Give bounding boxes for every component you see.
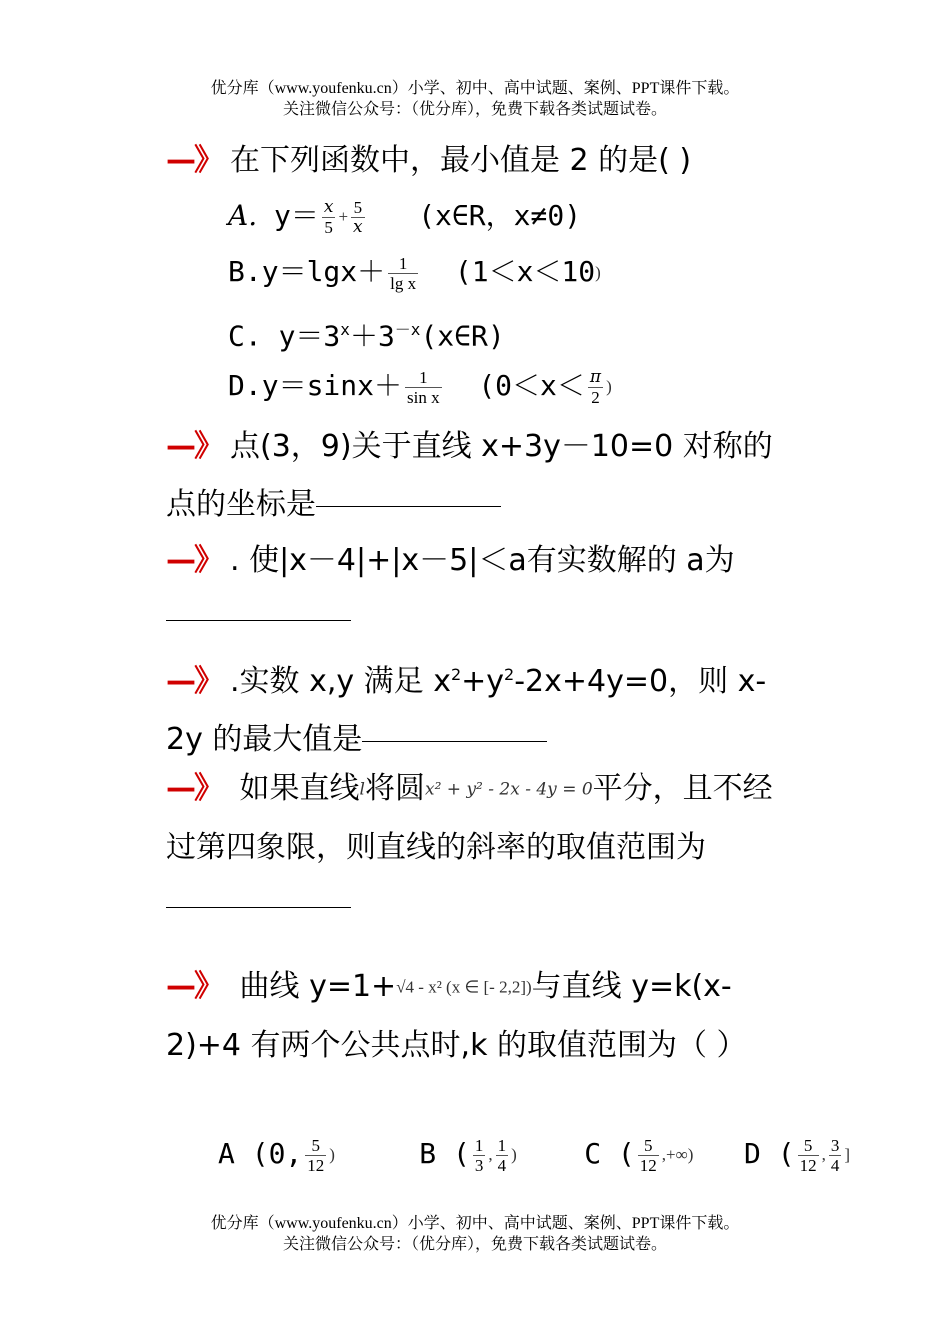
fraction: $\frac{1}{\text{sin x}}$ [407, 367, 440, 407]
fraction: $\frac{\pi}{2}$ [589, 366, 602, 407]
fraction: $\frac{1}{\text{lg x}}$ [390, 253, 417, 293]
footer-line-2: 关注微信公众号：（优分库），免费下载各类试题试卷。 [282, 1236, 667, 1253]
question-3 [166, 532, 790, 648]
question-marker: —》 [166, 429, 222, 464]
option-a-condition: (x∈R，x≠0) [418, 199, 582, 232]
q1-option-d [228, 360, 612, 413]
q5-circle-eq: x² + y² - 2x - 4y = 0 [424, 779, 593, 800]
q5-line-l: l [359, 779, 365, 800]
question-marker: —》 [166, 143, 222, 178]
exp: x [340, 320, 350, 339]
exp: －x [394, 320, 421, 339]
q6-option-c: C ( $\frac{5}{12}$ ,+∞) [584, 1135, 694, 1175]
q1-option-c [228, 304, 505, 362]
q6-text: 与直线 y=k(x-2)+4 有两个公共点时,k 的取值范围为（ ） [166, 969, 747, 1063]
q6-text: 曲线 y=1+ [239, 969, 397, 1004]
q6-option-a: A (0, $\frac{5}{12}$ ) [218, 1135, 335, 1175]
q6-option-b: B ( $\frac{1}{3}$ , $\frac{1}{4}$ ) [419, 1135, 517, 1175]
page-header [0, 78, 950, 120]
plus: + [338, 207, 349, 226]
option-a-pre: y＝ [273, 199, 319, 232]
header-line-1: 优分库（www.youfenku.cn）小学、初中、高中试题、案例、PPT课件下载。 [210, 80, 740, 97]
option-c-text: C. y＝3 [228, 319, 341, 353]
header-line-2: 关注微信公众号：（优分库），免费下载各类试题试卷。 [282, 101, 667, 118]
q3-text: . 使|x－4|+|x－5|＜a有实数解的 a为 [230, 543, 735, 578]
exp: 2 [504, 665, 515, 684]
page-footer [0, 1213, 950, 1255]
q6-option-d: D ( $\frac{5}{12}$ , $\frac{3}{4}$ ] [743, 1135, 850, 1175]
exp: 2 [450, 665, 462, 684]
answer-blank [166, 905, 351, 908]
option-b-condition: (1＜x＜10 [454, 255, 596, 288]
q6-expr: √4 - x² (x ∈ [- 2,2]) [396, 977, 532, 997]
close-paren: ) [606, 377, 612, 396]
q4-text: .实数 x,y 满足 x [230, 664, 451, 699]
option-a-label: A. [228, 199, 258, 232]
q1-option-a [228, 190, 581, 243]
answer-blank [362, 739, 547, 742]
q1-option-b [228, 246, 601, 299]
answer-blank [316, 504, 501, 507]
q2-text: 点(3，9)关于直线 x+3y－10=0 对称的点的坐标是 [166, 429, 773, 522]
fraction: $\frac{x}{5}$ [323, 196, 334, 237]
question-5 [166, 760, 790, 935]
q5-text: 如果直线 [239, 771, 360, 806]
q4-text: -2x+4y=0，则 x-2y 的最大值是 [166, 664, 767, 757]
question-marker: —》 [166, 771, 222, 806]
answer-blank [166, 618, 351, 621]
option-c-mid: ＋3 [349, 319, 395, 353]
question-1 [166, 132, 790, 190]
option-c-condition: (x∈R) [420, 319, 505, 353]
question-marker: —》 [166, 543, 222, 578]
option-b-pre: B.y＝lgx＋ [228, 255, 386, 288]
q5-text: 将圆 [364, 771, 425, 806]
q1-stem: 在下列函数中，最小值是 2 的是( ) [230, 143, 692, 178]
question-2 [166, 418, 790, 534]
close-paren: ) [595, 263, 601, 282]
question-marker: —》 [166, 664, 222, 699]
q4-text: +y [461, 664, 505, 699]
option-d-pre: D.y＝sinx＋ [228, 369, 403, 402]
question-6 [166, 958, 790, 1075]
question-marker: —》 [166, 969, 222, 1004]
fraction: $\frac{5}{x}$ [353, 197, 363, 237]
footer-line-1: 优分库（www.youfenku.cn）小学、初中、高中试题、案例、PPT课件下载。 [210, 1215, 740, 1232]
q6-options [218, 1128, 850, 1181]
question-4 [166, 646, 790, 769]
option-d-condition: (0＜x＜ [478, 369, 585, 402]
q5-text: 平分，且不经过第四象限，则直线的斜率的取值范围为 [166, 771, 773, 865]
